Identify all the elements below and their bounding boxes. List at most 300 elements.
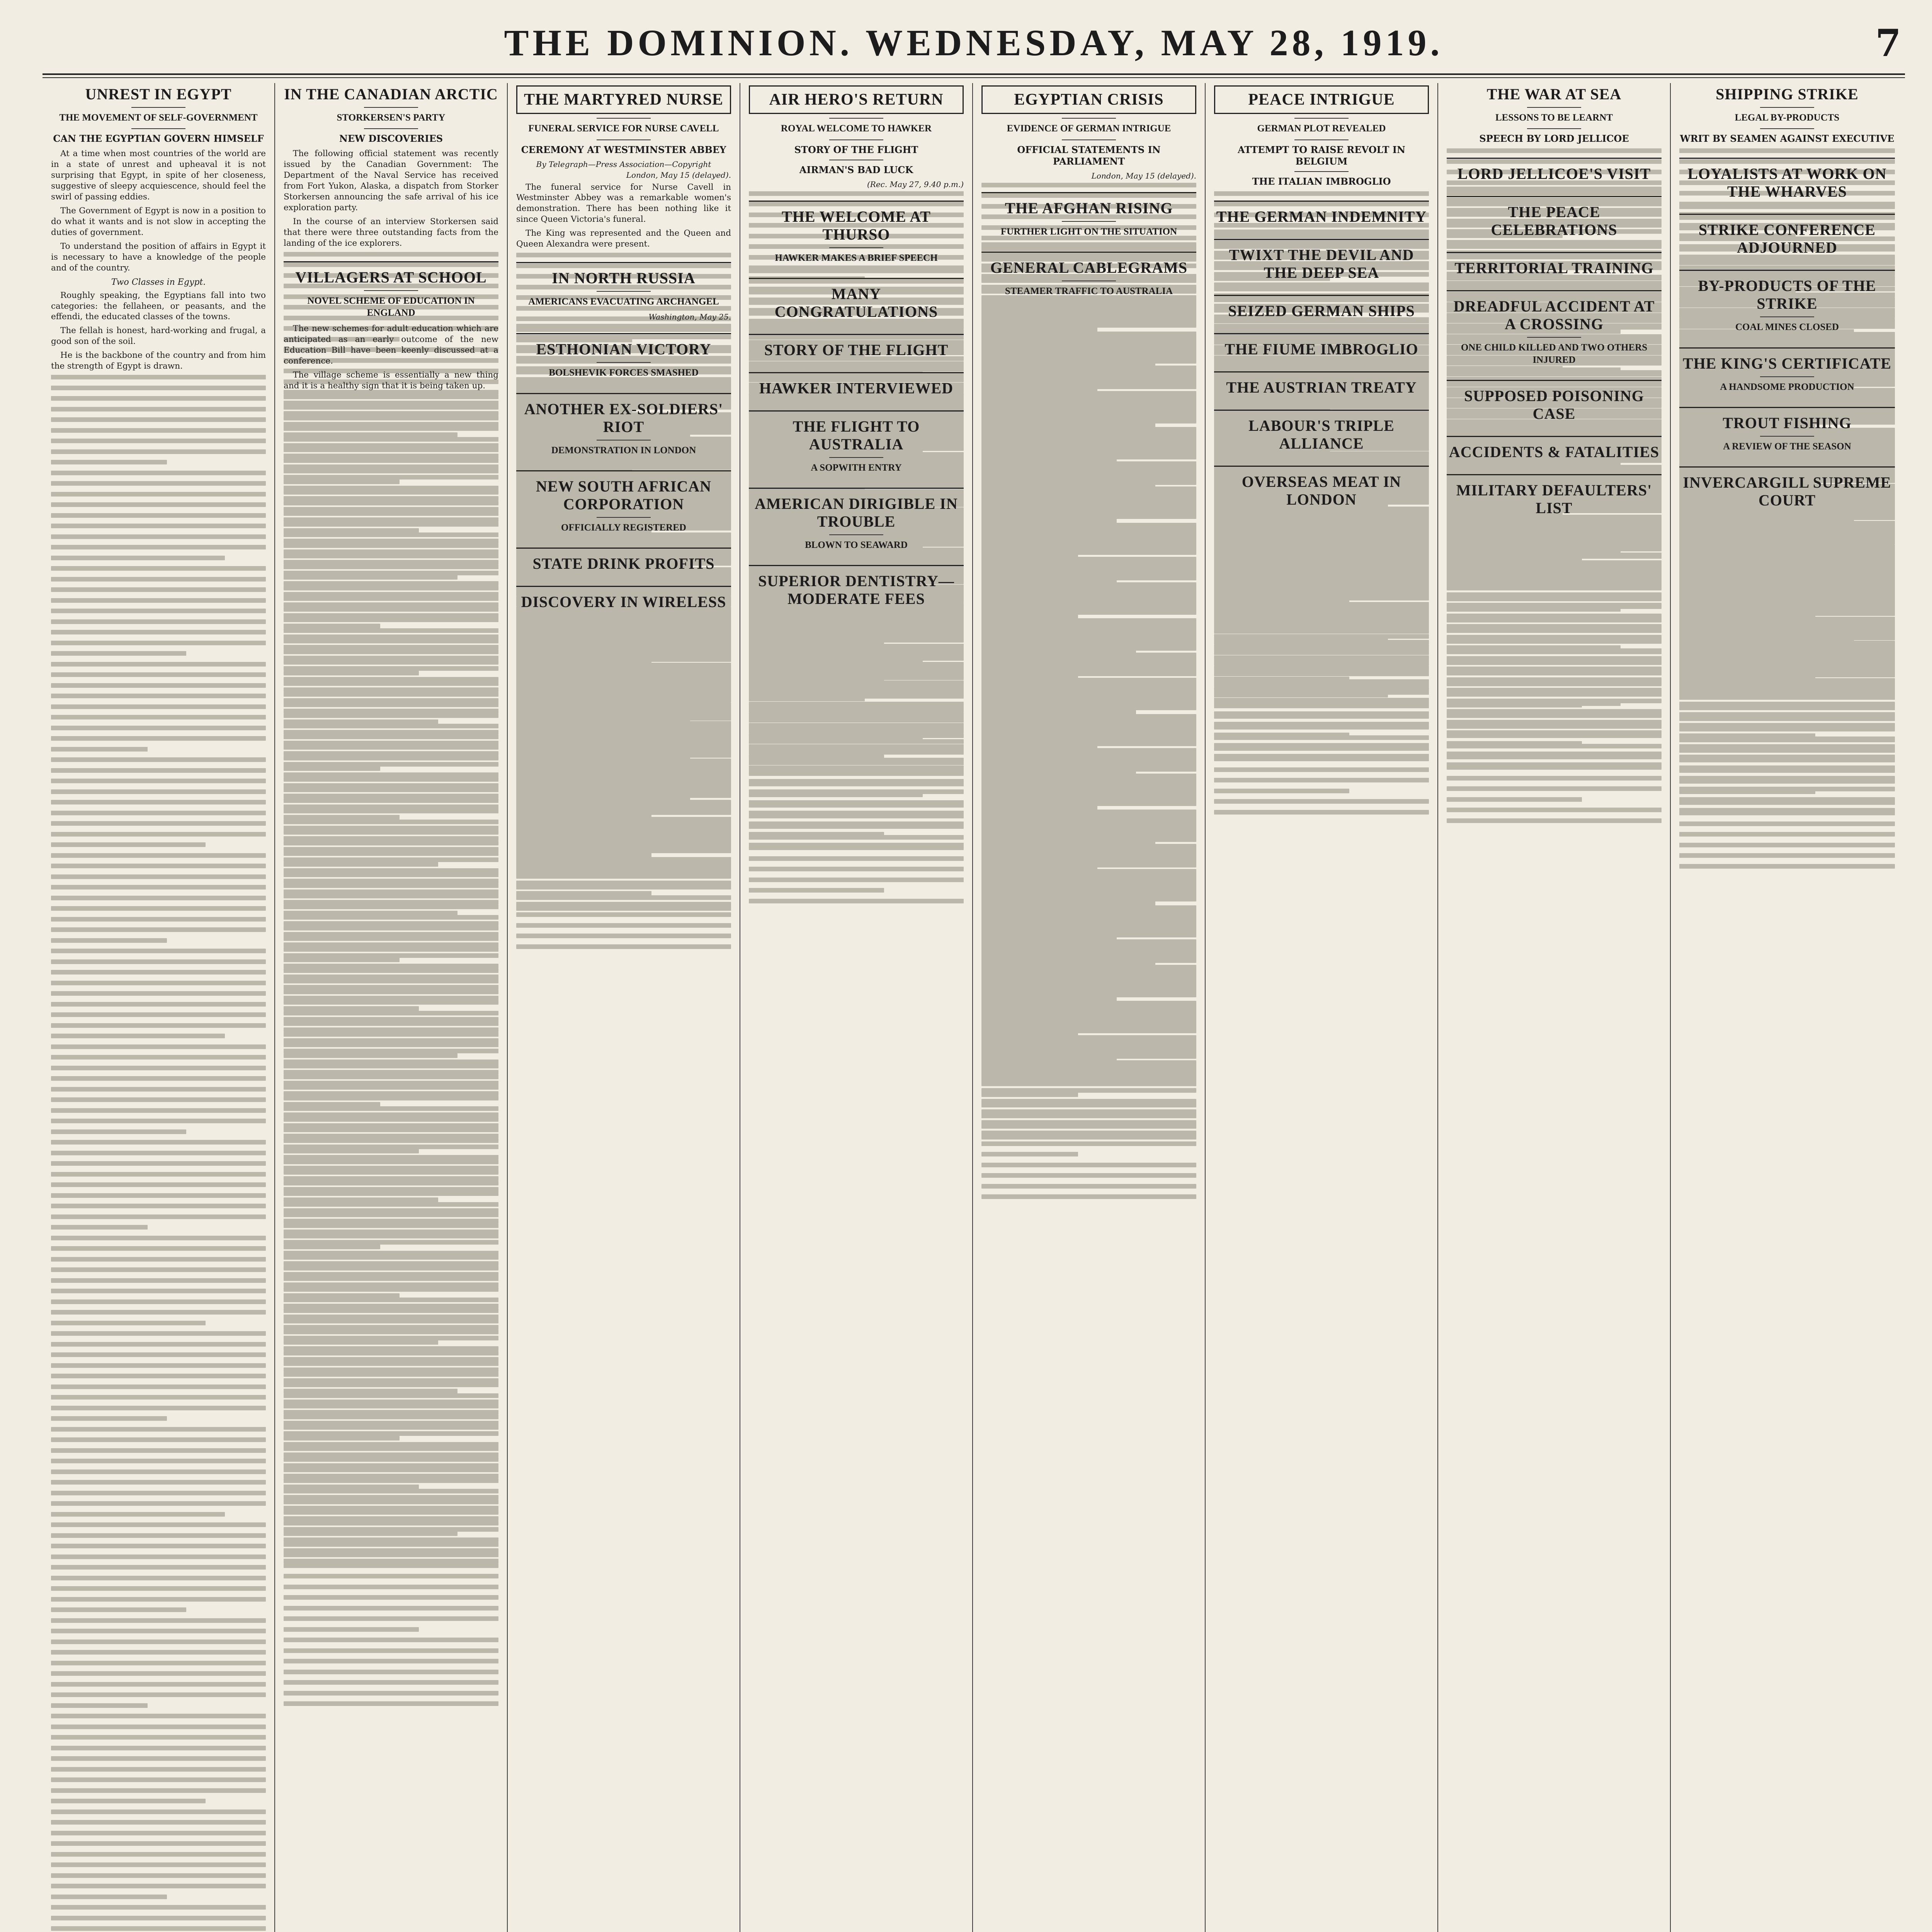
article-headline: THE WELCOME AT THURSO bbox=[782, 207, 931, 243]
text-line bbox=[981, 1039, 1196, 1044]
text-line bbox=[284, 1138, 498, 1143]
text-line bbox=[284, 766, 380, 771]
text-line bbox=[284, 1361, 498, 1366]
article-divider bbox=[981, 252, 1196, 253]
article-divider bbox=[1447, 196, 1662, 197]
text-line bbox=[516, 538, 731, 543]
text-line bbox=[284, 507, 498, 512]
text-line bbox=[516, 764, 731, 768]
text-line bbox=[516, 704, 731, 709]
text-line bbox=[1679, 758, 1895, 762]
article-deck: BOLSHEVIK FORCES SMASHED bbox=[549, 367, 699, 378]
text-line bbox=[1447, 680, 1662, 685]
text-line bbox=[284, 617, 498, 622]
text-line bbox=[981, 183, 1196, 187]
text-line bbox=[51, 1522, 266, 1527]
article bbox=[1214, 239, 1429, 286]
text-line bbox=[749, 814, 964, 818]
text-line bbox=[981, 604, 1196, 608]
article-headline: THE WAR AT SEA bbox=[1486, 85, 1622, 103]
text-line bbox=[981, 993, 1196, 997]
text-line bbox=[1447, 285, 1662, 290]
text-line bbox=[1214, 191, 1429, 196]
text-line bbox=[1447, 648, 1662, 653]
text-line bbox=[981, 568, 1196, 572]
text-line bbox=[284, 1563, 498, 1568]
text-line bbox=[1214, 234, 1429, 238]
text-line bbox=[51, 821, 266, 826]
text-line bbox=[981, 1114, 1196, 1118]
text-line bbox=[51, 970, 266, 975]
newspaper-columns bbox=[43, 83, 1905, 1932]
text-line bbox=[981, 986, 1196, 991]
text-line bbox=[284, 1049, 498, 1053]
text-line bbox=[284, 894, 498, 898]
text-line bbox=[1679, 694, 1854, 699]
text-line bbox=[284, 741, 498, 745]
text-line bbox=[981, 908, 1196, 912]
text-line bbox=[51, 959, 266, 964]
text-line bbox=[51, 1172, 266, 1177]
text-line bbox=[1447, 148, 1662, 153]
text-line bbox=[981, 642, 1196, 646]
text-line bbox=[51, 1140, 266, 1145]
text-line bbox=[284, 1367, 498, 1372]
text-line bbox=[284, 1506, 498, 1510]
text-line bbox=[51, 1416, 167, 1421]
text-line bbox=[284, 1006, 419, 1011]
text-line bbox=[981, 950, 1196, 955]
article bbox=[516, 333, 731, 383]
text-line bbox=[981, 519, 1117, 523]
column-2 bbox=[275, 83, 508, 1932]
article-divider bbox=[1447, 380, 1662, 381]
article-paragraph: The Government of Egypt is now in a position to do what it wants and is not slow in accepting the duties of government. bbox=[51, 206, 266, 237]
text-line bbox=[516, 768, 731, 772]
text-line bbox=[284, 1701, 498, 1706]
text-line bbox=[284, 1627, 419, 1632]
article-headline: THE MARTYRED NURSE bbox=[516, 85, 731, 114]
text-line bbox=[51, 1862, 266, 1867]
text-line bbox=[51, 1406, 266, 1410]
text-line bbox=[284, 957, 400, 962]
text-line bbox=[51, 736, 266, 741]
text-line bbox=[516, 753, 731, 758]
text-line bbox=[51, 1852, 266, 1857]
text-line bbox=[1679, 556, 1895, 560]
text-line bbox=[1447, 701, 1621, 706]
text-line bbox=[284, 1240, 498, 1245]
text-line bbox=[51, 1437, 266, 1442]
text-line bbox=[516, 636, 731, 641]
text-line bbox=[981, 508, 1196, 512]
headline-rule bbox=[597, 362, 651, 363]
article-divider bbox=[516, 333, 731, 334]
deck-rule bbox=[597, 139, 651, 140]
text-line bbox=[284, 1521, 498, 1526]
article-headline: ACCIDENTS & FATALITIES bbox=[1449, 443, 1660, 461]
text-line bbox=[284, 1595, 498, 1600]
text-line bbox=[749, 856, 964, 861]
text-line bbox=[981, 844, 1196, 849]
text-line bbox=[284, 730, 498, 735]
text-line bbox=[284, 1149, 419, 1153]
text-line bbox=[981, 313, 1196, 317]
text-line bbox=[51, 587, 266, 592]
text-line bbox=[1447, 786, 1662, 791]
article-deck: GERMAN PLOT REVEALED bbox=[1257, 123, 1386, 134]
text-line bbox=[284, 1223, 498, 1228]
text-line bbox=[284, 1106, 498, 1111]
text-line bbox=[981, 695, 1196, 700]
text-line bbox=[749, 405, 964, 410]
text-line bbox=[51, 1257, 266, 1262]
text-line bbox=[1679, 204, 1895, 209]
article bbox=[516, 85, 731, 253]
text-line bbox=[1447, 553, 1662, 557]
text-line bbox=[1679, 513, 1895, 518]
text-line bbox=[516, 902, 731, 906]
text-line bbox=[284, 1085, 498, 1090]
article bbox=[516, 393, 731, 461]
text-line bbox=[51, 1533, 266, 1538]
article-headline: STORY OF THE FLIGHT bbox=[764, 341, 949, 359]
text-line bbox=[51, 1427, 266, 1432]
text-line bbox=[51, 1299, 266, 1304]
text-line bbox=[516, 944, 731, 949]
text-line bbox=[749, 654, 964, 659]
text-line bbox=[284, 1027, 498, 1032]
text-line bbox=[1679, 260, 1895, 265]
text-line bbox=[284, 602, 498, 607]
text-line bbox=[284, 1000, 498, 1005]
text-line bbox=[749, 686, 964, 691]
text-line bbox=[981, 684, 1196, 689]
article bbox=[1214, 333, 1429, 362]
text-line bbox=[981, 302, 1196, 306]
text-line bbox=[51, 1151, 266, 1155]
text-line bbox=[284, 1075, 498, 1079]
text-line bbox=[981, 529, 1196, 534]
text-line bbox=[284, 528, 419, 533]
text-line bbox=[981, 546, 1196, 551]
text-line bbox=[284, 1155, 498, 1160]
text-line bbox=[516, 679, 731, 683]
text-line bbox=[1679, 726, 1895, 730]
text-line bbox=[1679, 800, 1895, 805]
article-headline: STRIKE CONFERENCE ADJOURNED bbox=[1698, 221, 1876, 257]
text-line bbox=[1214, 693, 1388, 697]
text-line bbox=[284, 634, 498, 639]
text-line bbox=[51, 1491, 266, 1495]
text-line bbox=[284, 1208, 498, 1213]
text-line bbox=[516, 885, 731, 889]
article-divider bbox=[1447, 436, 1662, 437]
text-line bbox=[51, 1363, 266, 1368]
text-line bbox=[981, 1003, 1196, 1008]
headline-rule bbox=[1760, 107, 1814, 108]
article-divider bbox=[516, 548, 731, 549]
text-line bbox=[981, 933, 1196, 937]
text-line bbox=[284, 650, 498, 654]
text-line bbox=[51, 938, 167, 943]
text-line bbox=[284, 1091, 498, 1096]
text-line bbox=[284, 936, 498, 941]
text-line bbox=[516, 796, 690, 800]
text-line bbox=[981, 1103, 1196, 1107]
text-line bbox=[284, 1670, 498, 1674]
text-line bbox=[981, 663, 1196, 668]
text-line bbox=[51, 1289, 266, 1293]
text-line bbox=[284, 745, 498, 750]
text-line bbox=[981, 334, 1196, 338]
text-line bbox=[284, 804, 498, 809]
text-line bbox=[749, 665, 964, 670]
text-line bbox=[284, 1117, 498, 1122]
text-line bbox=[1214, 735, 1429, 740]
article-divider bbox=[749, 334, 964, 335]
text-line bbox=[981, 1135, 1196, 1139]
text-line bbox=[1214, 565, 1429, 570]
text-line bbox=[1679, 673, 1895, 677]
text-line bbox=[284, 1102, 380, 1107]
text-line bbox=[284, 447, 498, 452]
text-line bbox=[1447, 563, 1662, 568]
text-line bbox=[1214, 650, 1429, 655]
text-line bbox=[51, 1225, 148, 1230]
text-line bbox=[1214, 714, 1429, 719]
text-line bbox=[51, 1395, 266, 1400]
article-deck: ROYAL WELCOME TO HAWKER bbox=[781, 123, 932, 134]
text-line bbox=[284, 1191, 498, 1196]
text-line bbox=[284, 677, 498, 682]
text-line bbox=[981, 550, 1196, 555]
deck-rule bbox=[1294, 139, 1349, 140]
text-line bbox=[284, 454, 498, 458]
text-line bbox=[981, 370, 1196, 374]
text-line bbox=[981, 944, 1196, 948]
text-line bbox=[284, 1315, 498, 1319]
text-line bbox=[51, 853, 266, 858]
text-line bbox=[284, 1245, 380, 1249]
text-line bbox=[516, 700, 632, 704]
text-line bbox=[284, 490, 498, 495]
text-line bbox=[284, 1659, 498, 1663]
article-dateline: (Rec. May 27, 9.40 p.m.) bbox=[867, 179, 964, 189]
article bbox=[749, 201, 964, 269]
text-line bbox=[981, 557, 1196, 561]
text-line bbox=[981, 1109, 1196, 1114]
text-line bbox=[516, 934, 731, 938]
text-line bbox=[284, 571, 498, 575]
article-divider bbox=[749, 201, 964, 202]
text-line bbox=[51, 1576, 266, 1580]
text-line bbox=[51, 1554, 266, 1559]
text-line bbox=[749, 697, 865, 701]
article-deck: OFFICIALLY REGISTERED bbox=[561, 522, 686, 533]
text-line bbox=[1214, 400, 1429, 405]
text-line bbox=[516, 388, 731, 392]
text-line bbox=[1679, 588, 1895, 592]
text-line bbox=[1447, 427, 1662, 431]
text-line bbox=[981, 876, 1196, 880]
text-line bbox=[284, 1213, 498, 1217]
text-line bbox=[516, 849, 731, 853]
text-line bbox=[749, 622, 964, 627]
text-line bbox=[51, 1650, 266, 1655]
text-line bbox=[51, 1076, 266, 1081]
text-line bbox=[981, 578, 1117, 583]
text-line bbox=[981, 720, 1196, 725]
text-line bbox=[516, 827, 731, 832]
article-divider bbox=[981, 192, 1196, 193]
article bbox=[1447, 252, 1662, 281]
text-line bbox=[1679, 651, 1895, 656]
text-line bbox=[51, 375, 266, 379]
text-line bbox=[51, 1873, 266, 1878]
text-line bbox=[284, 1145, 498, 1149]
article-deck: STORKERSEN'S PARTY bbox=[337, 112, 446, 123]
text-line bbox=[284, 751, 498, 756]
deck-rule bbox=[1527, 128, 1581, 129]
text-line bbox=[51, 1352, 266, 1357]
text-line bbox=[51, 1310, 266, 1315]
article-headline: AIR HERO'S RETURN bbox=[749, 85, 964, 114]
text-line bbox=[981, 610, 1196, 615]
text-line bbox=[284, 405, 498, 410]
article bbox=[749, 372, 964, 401]
text-line bbox=[284, 1187, 498, 1192]
text-line bbox=[981, 833, 1196, 838]
text-line bbox=[284, 252, 498, 257]
text-line bbox=[284, 1553, 498, 1557]
text-line bbox=[1214, 587, 1429, 591]
text-line bbox=[516, 384, 731, 388]
article-headline: TROUT FISHING bbox=[1723, 414, 1852, 432]
text-line bbox=[51, 757, 266, 762]
article-headline: ANOTHER EX-SOLDIERS' RIOT bbox=[524, 400, 723, 435]
text-line bbox=[981, 1050, 1196, 1054]
text-line bbox=[516, 853, 651, 857]
text-line bbox=[284, 911, 457, 915]
article-headline: LORD JELLICOE'S VISIT bbox=[1457, 165, 1651, 183]
text-line bbox=[1447, 638, 1662, 642]
article-deck: FUNERAL SERVICE FOR NURSE CAVELL bbox=[528, 123, 719, 134]
text-line bbox=[51, 1108, 266, 1113]
article-dateline: London, May 15 (delayed). bbox=[1091, 171, 1196, 180]
text-line bbox=[981, 656, 1196, 661]
article bbox=[1214, 410, 1429, 456]
text-line bbox=[51, 524, 266, 528]
text-line bbox=[51, 768, 266, 773]
text-line bbox=[981, 716, 1196, 721]
article bbox=[749, 278, 964, 325]
text-line bbox=[1447, 712, 1662, 717]
text-line bbox=[51, 1087, 266, 1092]
text-line bbox=[981, 1046, 1196, 1050]
article bbox=[516, 586, 731, 615]
article bbox=[1214, 371, 1429, 400]
text-line bbox=[981, 763, 1196, 767]
article bbox=[516, 548, 731, 577]
text-line bbox=[1447, 616, 1662, 621]
text-line bbox=[981, 699, 1196, 704]
text-line bbox=[51, 1267, 266, 1272]
text-line bbox=[981, 918, 1196, 923]
text-line bbox=[1447, 776, 1662, 781]
text-line bbox=[284, 1255, 498, 1260]
text-line bbox=[51, 471, 266, 475]
text-line bbox=[284, 1038, 498, 1043]
text-line bbox=[284, 1446, 498, 1451]
text-line bbox=[284, 975, 498, 979]
text-line bbox=[749, 867, 964, 871]
text-line bbox=[516, 906, 731, 911]
text-line bbox=[284, 815, 400, 820]
text-line bbox=[284, 1527, 498, 1532]
headline-rule bbox=[364, 290, 418, 291]
text-line bbox=[1214, 328, 1429, 333]
text-line bbox=[284, 1319, 498, 1323]
text-line bbox=[749, 269, 964, 273]
article bbox=[1447, 436, 1662, 465]
text-line bbox=[981, 1071, 1196, 1076]
text-line bbox=[1447, 627, 1662, 632]
text-line bbox=[284, 1340, 438, 1345]
text-line bbox=[284, 1219, 498, 1223]
text-line bbox=[981, 939, 1196, 944]
text-line bbox=[516, 668, 731, 673]
text-line bbox=[749, 633, 964, 638]
text-line bbox=[284, 1404, 498, 1408]
text-line bbox=[1679, 461, 1895, 466]
article-paragraph: In the course of an interview Storkersen said that there were three outstanding facts from the landing of the ice explorers. bbox=[284, 216, 498, 248]
article-headline: THE AFGHAN RISING bbox=[1005, 199, 1173, 217]
column-1 bbox=[43, 83, 275, 1932]
article-headline: GENERAL CABLEGRAMS bbox=[990, 259, 1188, 276]
text-line bbox=[284, 1304, 498, 1308]
text-line bbox=[51, 1044, 266, 1049]
article-deck: A HANDSOME PRODUCTION bbox=[1720, 381, 1854, 392]
text-line bbox=[981, 306, 1196, 311]
article-subdeck: OFFICIAL STATEMENTS IN PARLIAMENT bbox=[1017, 144, 1161, 167]
text-line bbox=[1679, 338, 1895, 343]
text-line bbox=[284, 1276, 498, 1281]
text-line bbox=[284, 416, 498, 420]
text-line bbox=[51, 1618, 266, 1623]
text-line bbox=[284, 1378, 498, 1383]
text-line bbox=[981, 408, 1196, 413]
text-line bbox=[284, 401, 498, 405]
article-divider bbox=[1214, 333, 1429, 334]
text-line bbox=[516, 757, 690, 762]
page-number: 7 bbox=[1875, 21, 1901, 65]
text-line bbox=[284, 1410, 498, 1415]
text-line bbox=[981, 859, 1196, 863]
headline-rule bbox=[829, 534, 883, 535]
text-line bbox=[284, 1234, 498, 1238]
text-line bbox=[981, 975, 1196, 980]
text-line bbox=[981, 759, 1196, 764]
article bbox=[1447, 474, 1662, 521]
text-line bbox=[981, 1173, 1196, 1178]
text-line bbox=[981, 323, 1196, 328]
text-line bbox=[284, 692, 498, 697]
text-line bbox=[981, 344, 1196, 349]
text-line bbox=[1679, 524, 1895, 529]
text-line bbox=[51, 1841, 266, 1846]
text-line bbox=[284, 1680, 498, 1685]
